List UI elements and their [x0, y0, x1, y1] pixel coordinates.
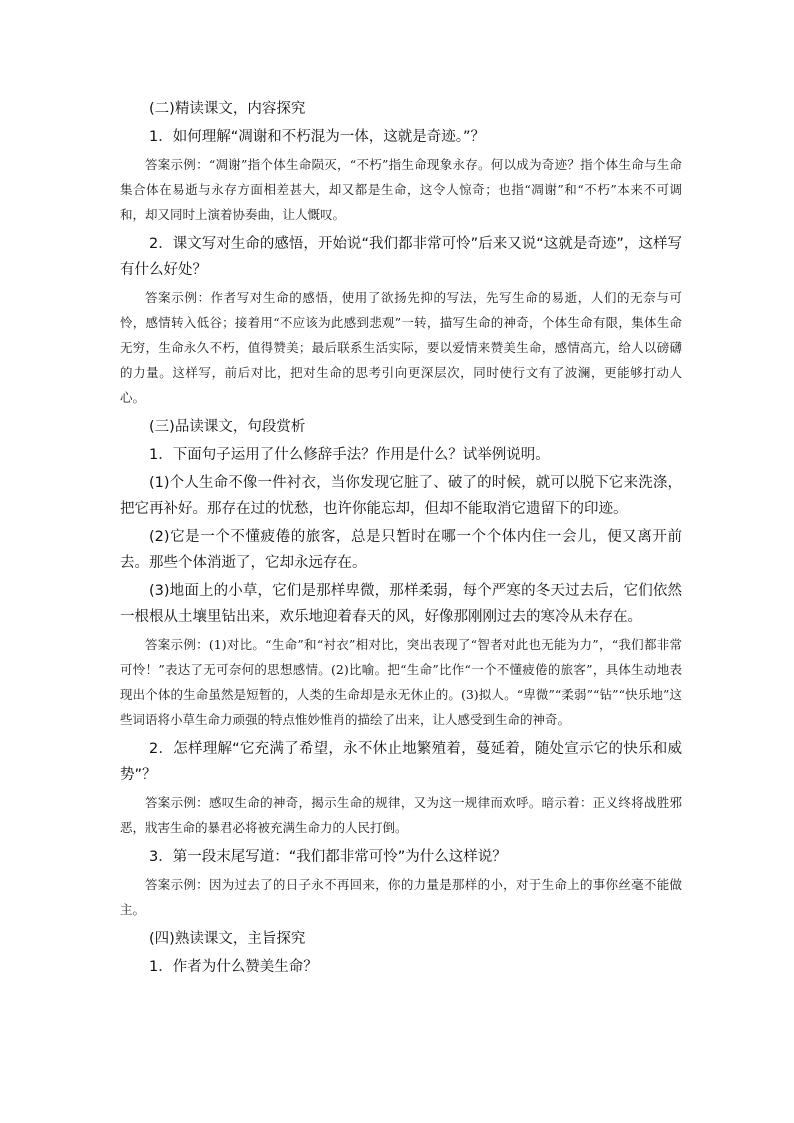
question-4-1: 1．作者为什么赞美生命？	[149, 959, 318, 975]
answer-3-2: 答案示例：感叹生命的神奇，揭示生命的规律，又为这一规律而欢呼。暗示着：正义终将战胜邪恶，戕害生命的暴君必将被充满生命力的人民打倒。	[120, 795, 682, 835]
sentence-3-1-3: (3)地面上的小草，它们是那样卑微，那样柔弱，每个严寒的冬天过去后，它们依然一根根从土壤里钻出来，欢乐地迎着春天的风，好像那刚刚过去的寒冷从未存在。	[120, 583, 682, 625]
section-2-heading: (二)精读课文，内容探究	[149, 101, 306, 117]
document-page	[120, 92, 682, 982]
question-3-3: 3．第一段末尾写道：“我们都非常可怜”为什么这样说？	[149, 849, 507, 865]
answer-2-2: 答案示例：作者写对生命的感悟，使用了欲扬先抑的写法，先写生命的易逝，人们的无奈与可怜，感情转入低谷；接着用“不应该为此感到悲观”一转，描写生命的神奇，个体生命有限，集体生命无穷，生命永久不朽，值得赞美；最后联系生活实际，要以爱情来赞美生命，感情高亢，给人以磅礴的力量。这样写，前后对比，把对生命的思考引向更深层次，同时使行文有了波澜，更能够打动人心。	[120, 290, 682, 405]
question-2-1: 1．如何理解“凋谢和不朽混为一体，这就是奇迹。”？	[149, 129, 485, 145]
section-4-heading: (四)熟读课文，主旨探究	[149, 931, 306, 947]
sentence-3-1-1: (1)个人生命不像一件衬衣，当你发现它脏了、破了的时候，就可以脱下它来洗涤，把它再补好。那存在过的忧愁，也许你能忘却，但却不能取消它遗留下的印迹。	[120, 475, 682, 517]
question-3-1: 1．下面句子运用了什么修辞手法？作用是什么？试举例说明。	[149, 447, 550, 463]
question-2-2: 2．课文写对生命的感悟，开始说“我们都非常可怜”后来又说“这就是奇迹”，这样写有什么好处？	[120, 236, 682, 278]
answer-3-3: 答案示例：因为过去了的日子永不再回来，你的力量是那样的小，对于生命上的事你丝毫不能做主。	[120, 877, 682, 917]
answer-2-1: 答案示例：“凋谢”指个体生命陨灭，“不朽”指生命现象永存。何以成为奇迹？指个体生命与生命集合体在易逝与永存方面相差甚大，却又都是生命，这令人惊奇；也指“凋谢”和“不朽”本来不可调和，却又同时上演着协奏曲，让人慨叹。	[120, 157, 682, 222]
answer-3-1: 答案示例：(1)对比。“生命”和“衬衣”相对比，突出表现了“智者对此也无能为力”，“我们都非常可怜！”表达了无可奈何的思想感情。(2)比喻。把“生命”比作“一个不懂疲倦的旅客”，具体生动地表现出个体的生命虽然是短暂的，人类的生命却是永无休止的。(3)拟人。“卑微”“柔弱”“钻”“快乐地”这些词语将小草生命力顽强的特点惟妙惟肖的描绘了出来，让人感受到生命的神奇。	[120, 637, 682, 727]
sentence-3-1-2: (2)它是一个不懂疲倦的旅客，总是只暂时在哪一个个体内住一会儿，便又离开前去。那些个体消逝了，它却永远存在。	[120, 529, 682, 571]
question-3-2: 2．怎样理解“它充满了希望，永不休止地繁殖着，蔓延着，随处宣示它的快乐和威势”？	[120, 741, 682, 783]
section-3-heading: (三)品读课文，句段赏析	[149, 419, 306, 435]
